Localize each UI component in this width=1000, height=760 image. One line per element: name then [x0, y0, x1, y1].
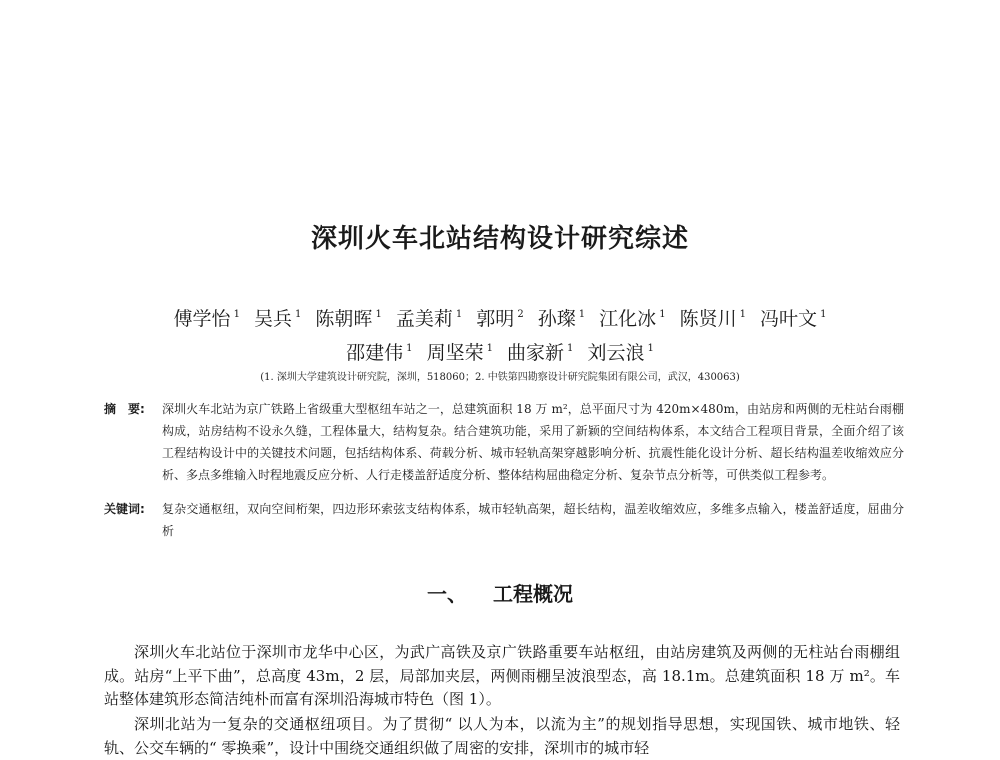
section-heading — [0, 578, 1000, 607]
keywords-text: 复杂交通枢纽，双向空间桁架，四边形环索弦支结构体系，城市轻轨高架，超长结构，温差收缩效应，多维多点输入，楼盖舒适度，屈曲分析 — [162, 502, 904, 538]
abstract-label: 摘 要: — [104, 402, 145, 416]
section-number: 一、 — [427, 582, 467, 606]
keywords — [104, 498, 904, 542]
author-list-line-2 — [80, 338, 920, 365]
author: 刘云浪 $^1$ — [587, 342, 654, 364]
body-paragraph: 深圳火车北站位于深圳市龙华中心区，为武广高铁及京广铁路重要车站枢纽，由站房建筑及两侧的无柱站台雨棚组成。站房“上平下曲”，总高度 43m，2 层，局部加夹层，两侧雨棚呈波浪型态，高 18.1m。总建筑面积 18 万 m²。车站整体建筑形态简洁纯朴而富有深圳沿海城市特色（图 1）。 — [104, 643, 900, 708]
affiliations: (1. 深圳大学建筑设计研究院，深圳，518060；2. 中铁第四勘察设计研究院集团有限公司，武汉，430063) — [260, 372, 740, 383]
author: 冯叶文 $^1$ — [760, 308, 827, 330]
abstract-text: 深圳火车北站为京广铁路上省级重大型枢纽车站之一，总建筑面积 18 万 m²，总平面尺寸为 420m×480m，由站房和两侧的无柱站台雨棚构成，站房结构不设永久缝，工程体量大，结构复杂。结合建筑功能，采用了新颖的空间结构体系，本文结合工程项目背景，全面介绍了该工程结构设计中的关键技术问题，包括结构体系、荷载分析、城市轻轨高架穿越影响分析、抗震性能化设计分析、超长结构温差收缩效应分析、多点多维输入时程地震反应分析、人行走楼盖舒适度分析、整体结构屈曲稳定分析、复杂节点分析等，可供类似工程参考。 — [162, 402, 904, 482]
keywords-label: 关键词: — [104, 502, 145, 516]
body-paragraph: 深圳北站为一复杂的交通枢纽项目。为了贯彻“ 以人为本，以流为主”的规划指导思想，实现国铁、城市地铁、轻轨、公交车辆的“ 零换乘”，设计中围绕交通组织做了周密的安排，深圳市的城市轻 — [104, 715, 900, 757]
author: 傅学怡 $^1$ — [173, 308, 240, 330]
author: 陈贤川 $^1$ — [679, 308, 746, 330]
author: 吴兵 $^1$ — [253, 308, 302, 330]
author: 邵建伟 $^1$ — [346, 342, 413, 364]
author: 周坚荣 $^1$ — [426, 342, 493, 364]
abstract — [104, 398, 904, 486]
author: 孙璨 $^1$ — [537, 308, 586, 330]
author: 郭明 $^2$ — [476, 308, 524, 330]
author: 江化冰 $^1$ — [599, 308, 666, 330]
author: 陈朝晖 $^1$ — [315, 308, 382, 330]
author: 孟美莉 $^1$ — [395, 308, 463, 330]
author-list-line-1 — [80, 304, 920, 331]
paper-title: 深圳火车北站结构设计研究综述 — [310, 224, 689, 254]
section-title: 工程概况 — [493, 582, 573, 606]
author: 曲家新 $^1$ — [507, 342, 574, 364]
